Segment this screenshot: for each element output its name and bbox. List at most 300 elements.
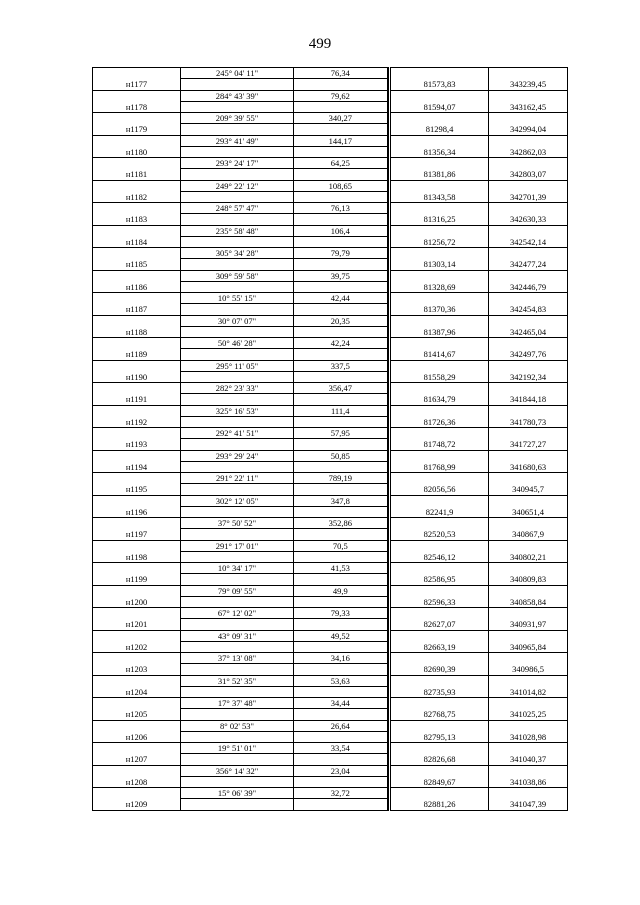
direction-angle-cell: 293° 29' 24" [181, 450, 294, 461]
y-coordinate-cell: 340986,5 [489, 664, 568, 675]
direction-angle-cell: 235° 58' 48" [181, 225, 294, 236]
point-name-cell [93, 585, 181, 596]
direction-angle-cell [181, 754, 294, 765]
segment-row [93, 383, 568, 394]
segment-row [93, 743, 568, 754]
distance-cell [294, 191, 388, 202]
direction-angle-cell [181, 484, 294, 495]
direction-angle-cell: 291° 17' 01" [181, 540, 294, 551]
x-coordinate-cell [391, 473, 489, 484]
distance-cell [294, 731, 388, 742]
y-coordinate-cell [489, 630, 568, 641]
x-coordinate-cell: 82795,13 [391, 731, 489, 742]
direction-angle-cell: 309° 59' 58" [181, 270, 294, 281]
point-row [93, 214, 568, 225]
distance-cell [294, 326, 388, 337]
segment-row [93, 293, 568, 304]
direction-angle-cell [181, 506, 294, 517]
point-name-cell [93, 270, 181, 281]
x-coordinate-cell: 82690,39 [391, 664, 489, 675]
distance-cell: 70,5 [294, 540, 388, 551]
point-row [93, 461, 568, 472]
y-coordinate-cell: 342542,14 [489, 236, 568, 247]
x-coordinate-cell [391, 495, 489, 506]
x-coordinate-cell: 81316,25 [391, 214, 489, 225]
point-name-cell [93, 113, 181, 124]
point-name-cell [93, 338, 181, 349]
point-row [93, 551, 568, 562]
distance-cell [294, 124, 388, 135]
page-number: 499 [308, 36, 332, 52]
direction-angle-cell: 292° 41' 51" [181, 428, 294, 439]
point-row [93, 574, 568, 585]
distance-cell: 49,52 [294, 630, 388, 641]
segment-row [93, 338, 568, 349]
point-name-cell: н1189 [93, 349, 181, 360]
y-coordinate-cell: 341844,18 [489, 394, 568, 405]
distance-cell [294, 664, 388, 675]
y-coordinate-cell [489, 270, 568, 281]
point-name-cell: н1197 [93, 529, 181, 540]
x-coordinate-cell: 81387,96 [391, 326, 489, 337]
distance-cell [294, 506, 388, 517]
x-coordinate-cell [391, 270, 489, 281]
direction-angle-cell: 293° 41' 49" [181, 135, 294, 146]
direction-angle-cell: 291° 22' 11" [181, 473, 294, 484]
point-name-cell: н1186 [93, 281, 181, 292]
distance-cell [294, 551, 388, 562]
point-name-cell [93, 563, 181, 574]
point-name-cell [93, 653, 181, 664]
x-coordinate-cell [391, 293, 489, 304]
x-coordinate-cell [391, 653, 489, 664]
distance-cell: 144,17 [294, 135, 388, 146]
y-coordinate-cell: 342497,76 [489, 349, 568, 360]
y-coordinate-cell: 342994,04 [489, 124, 568, 135]
x-coordinate-cell [391, 698, 489, 709]
point-row [93, 349, 568, 360]
direction-angle-cell [181, 686, 294, 697]
segment-row [93, 518, 568, 529]
point-name-cell: н1182 [93, 191, 181, 202]
direction-angle-cell: 37° 13' 08" [181, 653, 294, 664]
direction-angle-cell: 37° 50' 52" [181, 518, 294, 529]
distance-cell: 352,86 [294, 518, 388, 529]
y-coordinate-cell: 342477,24 [489, 259, 568, 270]
y-coordinate-cell [489, 563, 568, 574]
point-name-cell: н1209 [93, 799, 181, 810]
point-row [93, 101, 568, 112]
distance-cell: 34,16 [294, 653, 388, 664]
point-row [93, 506, 568, 517]
y-coordinate-cell: 341680,63 [489, 461, 568, 472]
segment-row [93, 315, 568, 326]
coordinates-table [92, 67, 568, 811]
direction-angle-cell: 282° 23' 33" [181, 383, 294, 394]
direction-angle-cell [181, 236, 294, 247]
y-coordinate-cell [489, 653, 568, 664]
distance-cell [294, 304, 388, 315]
x-coordinate-cell: 82520,53 [391, 529, 489, 540]
x-coordinate-cell [391, 90, 489, 101]
direction-angle-cell: 79° 09' 55" [181, 585, 294, 596]
y-coordinate-cell [489, 68, 568, 79]
point-row [93, 664, 568, 675]
point-name-cell: н1190 [93, 371, 181, 382]
distance-cell: 39,75 [294, 270, 388, 281]
x-coordinate-cell [391, 788, 489, 799]
point-name-cell: н1184 [93, 236, 181, 247]
segment-row [93, 585, 568, 596]
point-row [93, 686, 568, 697]
x-coordinate-cell: 81303,14 [391, 259, 489, 270]
distance-cell [294, 641, 388, 652]
point-name-cell [93, 293, 181, 304]
y-coordinate-cell [489, 383, 568, 394]
distance-cell [294, 169, 388, 180]
point-row [93, 259, 568, 270]
y-coordinate-cell: 341727,27 [489, 439, 568, 450]
y-coordinate-cell [489, 473, 568, 484]
point-row [93, 146, 568, 157]
direction-angle-cell: 325° 16' 53" [181, 405, 294, 416]
y-coordinate-cell: 341040,37 [489, 754, 568, 765]
y-coordinate-cell [489, 158, 568, 169]
point-name-cell: н1204 [93, 686, 181, 697]
direction-angle-cell [181, 349, 294, 360]
distance-cell [294, 394, 388, 405]
x-coordinate-cell: 81370,36 [391, 304, 489, 315]
direction-angle-cell: 10° 55' 15" [181, 293, 294, 304]
point-name-cell: н1196 [93, 506, 181, 517]
x-coordinate-cell [391, 675, 489, 686]
direction-angle-cell [181, 619, 294, 630]
distance-cell: 76,13 [294, 203, 388, 214]
segment-row [93, 675, 568, 686]
point-name-cell [93, 540, 181, 551]
direction-angle-cell [181, 664, 294, 675]
y-coordinate-cell: 343239,45 [489, 79, 568, 90]
point-name-cell: н1180 [93, 146, 181, 157]
segment-row [93, 720, 568, 731]
distance-cell [294, 416, 388, 427]
x-coordinate-cell: 82881,26 [391, 799, 489, 810]
distance-cell [294, 461, 388, 472]
direction-angle-cell: 30° 07' 07" [181, 315, 294, 326]
y-coordinate-cell: 342454,83 [489, 304, 568, 315]
point-row [93, 371, 568, 382]
direction-angle-cell [181, 551, 294, 562]
y-coordinate-cell: 342446,79 [489, 281, 568, 292]
point-name-cell [93, 360, 181, 371]
segment-row [93, 450, 568, 461]
point-name-cell [93, 743, 181, 754]
distance-cell: 347,8 [294, 495, 388, 506]
distance-cell: 789,19 [294, 473, 388, 484]
direction-angle-cell: 248° 57' 47" [181, 203, 294, 214]
point-name-cell [93, 428, 181, 439]
y-coordinate-cell [489, 135, 568, 146]
point-row [93, 191, 568, 202]
point-name-cell [93, 180, 181, 191]
distance-cell: 33,54 [294, 743, 388, 754]
direction-angle-cell: 293° 24' 17" [181, 158, 294, 169]
point-name-cell [93, 405, 181, 416]
direction-angle-cell [181, 799, 294, 810]
x-coordinate-cell: 81768,99 [391, 461, 489, 472]
point-row [93, 79, 568, 90]
y-coordinate-cell: 340802,21 [489, 551, 568, 562]
point-name-cell: н1195 [93, 484, 181, 495]
point-row [93, 326, 568, 337]
segment-row [93, 473, 568, 484]
segment-row [93, 158, 568, 169]
direction-angle-cell [181, 439, 294, 450]
point-name-cell [93, 158, 181, 169]
distance-cell [294, 709, 388, 720]
y-coordinate-cell [489, 608, 568, 619]
y-coordinate-cell [489, 405, 568, 416]
distance-cell [294, 79, 388, 90]
y-coordinate-cell: 341025,25 [489, 709, 568, 720]
distance-cell [294, 214, 388, 225]
direction-angle-cell: 209° 39' 55" [181, 113, 294, 124]
point-name-cell [93, 518, 181, 529]
distance-cell [294, 529, 388, 540]
y-coordinate-cell [489, 540, 568, 551]
segment-row [93, 90, 568, 101]
point-name-cell [93, 495, 181, 506]
direction-angle-cell: 19° 51' 01" [181, 743, 294, 754]
x-coordinate-cell [391, 743, 489, 754]
x-coordinate-cell: 81414,67 [391, 349, 489, 360]
y-coordinate-cell: 341038,86 [489, 776, 568, 787]
distance-cell: 79,33 [294, 608, 388, 619]
segment-row [93, 608, 568, 619]
point-name-cell: н1187 [93, 304, 181, 315]
direction-angle-cell: 305° 34' 28" [181, 248, 294, 259]
point-name-cell [93, 450, 181, 461]
y-coordinate-cell: 341780,73 [489, 416, 568, 427]
segment-row [93, 248, 568, 259]
direction-angle-cell [181, 169, 294, 180]
direction-angle-cell [181, 326, 294, 337]
distance-cell: 111,4 [294, 405, 388, 416]
y-coordinate-cell: 342465,04 [489, 326, 568, 337]
point-name-cell [93, 788, 181, 799]
direction-angle-cell: 356° 14' 32" [181, 765, 294, 776]
y-coordinate-cell [489, 518, 568, 529]
point-name-cell: н1188 [93, 326, 181, 337]
point-name-cell: н1205 [93, 709, 181, 720]
distance-cell [294, 686, 388, 697]
x-coordinate-cell: 82586,95 [391, 574, 489, 585]
distance-cell: 108,65 [294, 180, 388, 191]
direction-angle-cell: 284° 43' 39" [181, 90, 294, 101]
point-name-cell: н1194 [93, 461, 181, 472]
distance-cell [294, 754, 388, 765]
distance-cell [294, 484, 388, 495]
point-name-cell [93, 473, 181, 484]
y-coordinate-cell [489, 675, 568, 686]
y-coordinate-cell: 342701,39 [489, 191, 568, 202]
x-coordinate-cell: 82546,12 [391, 551, 489, 562]
distance-cell [294, 799, 388, 810]
x-coordinate-cell: 81256,72 [391, 236, 489, 247]
direction-angle-cell: 67° 12' 02" [181, 608, 294, 619]
distance-cell [294, 281, 388, 292]
point-row [93, 529, 568, 540]
x-coordinate-cell: 82826,68 [391, 754, 489, 765]
distance-cell: 41,53 [294, 563, 388, 574]
point-name-cell: н1207 [93, 754, 181, 765]
y-coordinate-cell: 340651,4 [489, 506, 568, 517]
point-name-cell: н1200 [93, 596, 181, 607]
point-name-cell: н1191 [93, 394, 181, 405]
distance-cell: 34,44 [294, 698, 388, 709]
x-coordinate-cell: 82663,19 [391, 641, 489, 652]
direction-angle-cell [181, 529, 294, 540]
segment-row [93, 113, 568, 124]
distance-cell [294, 349, 388, 360]
x-coordinate-cell: 81356,34 [391, 146, 489, 157]
point-name-cell: н1178 [93, 101, 181, 112]
distance-cell: 106,4 [294, 225, 388, 236]
point-name-cell: н1183 [93, 214, 181, 225]
point-name-cell [93, 383, 181, 394]
x-coordinate-cell: 82849,67 [391, 776, 489, 787]
y-coordinate-cell [489, 698, 568, 709]
x-coordinate-cell: 82056,56 [391, 484, 489, 495]
x-coordinate-cell [391, 113, 489, 124]
point-name-cell [93, 225, 181, 236]
segment-row [93, 563, 568, 574]
point-row [93, 731, 568, 742]
y-coordinate-cell [489, 248, 568, 259]
x-coordinate-cell: 82735,93 [391, 686, 489, 697]
distance-cell: 50,85 [294, 450, 388, 461]
segment-row [93, 68, 568, 79]
point-name-cell [93, 630, 181, 641]
point-name-cell [93, 720, 181, 731]
y-coordinate-cell: 342862,03 [489, 146, 568, 157]
segment-row [93, 428, 568, 439]
point-name-cell: н1192 [93, 416, 181, 427]
distance-cell: 26,64 [294, 720, 388, 731]
point-row [93, 281, 568, 292]
point-name-cell [93, 315, 181, 326]
segment-row [93, 270, 568, 281]
point-row [93, 394, 568, 405]
x-coordinate-cell [391, 203, 489, 214]
point-row [93, 641, 568, 652]
y-coordinate-cell: 340858,84 [489, 596, 568, 607]
distance-cell: 76,34 [294, 68, 388, 79]
distance-cell: 57,95 [294, 428, 388, 439]
point-name-cell: н1193 [93, 439, 181, 450]
direction-angle-cell [181, 79, 294, 90]
x-coordinate-cell: 81726,36 [391, 416, 489, 427]
direction-angle-cell [181, 101, 294, 112]
distance-cell: 64,25 [294, 158, 388, 169]
point-name-cell [93, 608, 181, 619]
point-row [93, 754, 568, 765]
direction-angle-cell [181, 709, 294, 720]
y-coordinate-cell [489, 720, 568, 731]
point-name-cell [93, 68, 181, 79]
distance-cell: 42,44 [294, 293, 388, 304]
x-coordinate-cell: 81298,4 [391, 124, 489, 135]
distance-cell: 340,27 [294, 113, 388, 124]
x-coordinate-cell [391, 765, 489, 776]
distance-cell [294, 146, 388, 157]
direction-angle-cell [181, 304, 294, 315]
point-name-cell [93, 135, 181, 146]
y-coordinate-cell: 342803,07 [489, 169, 568, 180]
x-coordinate-cell: 82241,9 [391, 506, 489, 517]
segment-row [93, 630, 568, 641]
point-name-cell [93, 203, 181, 214]
point-name-cell: н1177 [93, 79, 181, 90]
direction-angle-cell [181, 776, 294, 787]
point-row [93, 596, 568, 607]
x-coordinate-cell [391, 68, 489, 79]
y-coordinate-cell [489, 293, 568, 304]
distance-cell [294, 236, 388, 247]
point-name-cell [93, 675, 181, 686]
segment-row [93, 698, 568, 709]
distance-cell [294, 776, 388, 787]
direction-angle-cell: 43° 09' 31" [181, 630, 294, 641]
segment-row [93, 360, 568, 371]
y-coordinate-cell: 342192,34 [489, 371, 568, 382]
direction-angle-cell: 31° 52' 35" [181, 675, 294, 686]
y-coordinate-cell [489, 225, 568, 236]
segment-row [93, 540, 568, 551]
y-coordinate-cell [489, 765, 568, 776]
point-name-cell: н1208 [93, 776, 181, 787]
x-coordinate-cell [391, 225, 489, 236]
y-coordinate-cell [489, 113, 568, 124]
distance-cell [294, 574, 388, 585]
direction-angle-cell [181, 731, 294, 742]
distance-cell: 20,35 [294, 315, 388, 326]
direction-angle-cell: 249° 22' 12" [181, 180, 294, 191]
y-coordinate-cell [489, 315, 568, 326]
y-coordinate-cell [489, 450, 568, 461]
point-name-cell: н1198 [93, 551, 181, 562]
point-row [93, 236, 568, 247]
direction-angle-cell [181, 574, 294, 585]
distance-cell: 49,9 [294, 585, 388, 596]
distance-cell: 79,79 [294, 248, 388, 259]
y-coordinate-cell [489, 743, 568, 754]
direction-angle-cell [181, 461, 294, 472]
segment-row [93, 203, 568, 214]
x-coordinate-cell: 82768,75 [391, 709, 489, 720]
x-coordinate-cell: 81634,79 [391, 394, 489, 405]
x-coordinate-cell [391, 585, 489, 596]
direction-angle-cell: 17° 37' 48" [181, 698, 294, 709]
y-coordinate-cell: 341028,98 [489, 731, 568, 742]
y-coordinate-cell: 340867,9 [489, 529, 568, 540]
y-coordinate-cell [489, 428, 568, 439]
direction-angle-cell: 8° 02' 53" [181, 720, 294, 731]
y-coordinate-cell [489, 495, 568, 506]
x-coordinate-cell: 81343,58 [391, 191, 489, 202]
direction-angle-cell [181, 259, 294, 270]
point-name-cell [93, 90, 181, 101]
